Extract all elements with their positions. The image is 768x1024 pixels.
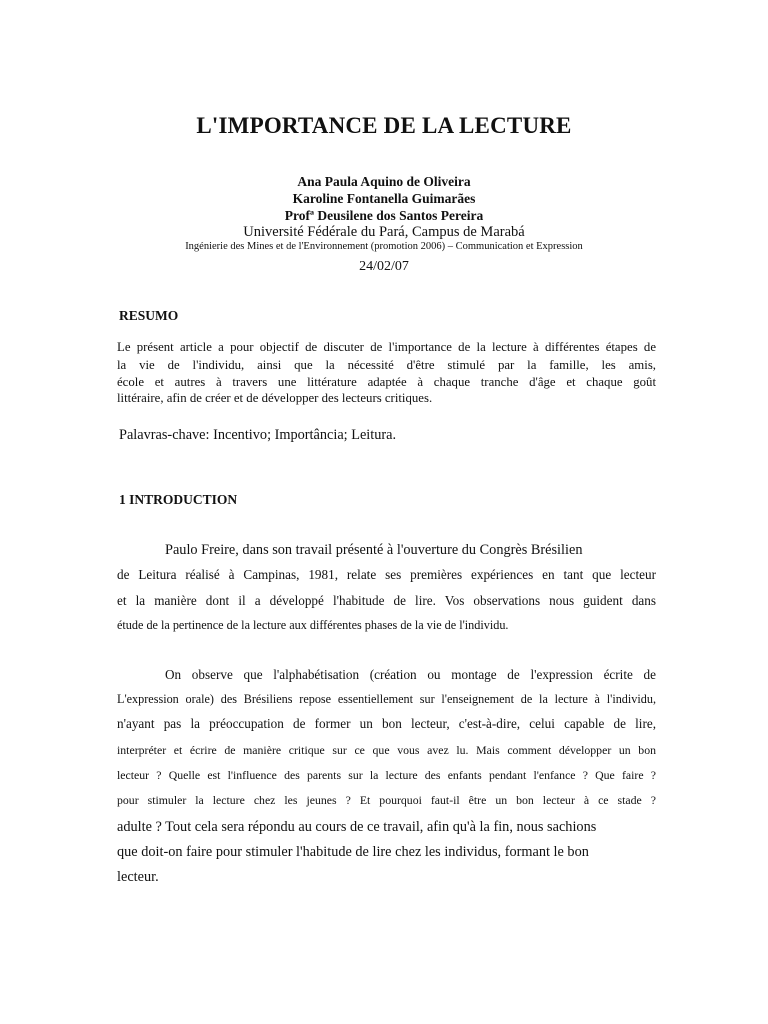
abstract-line-2: la vie de l'individu, ainsi que la nécessité d'être stimulé par la famille, les amis, [117,358,656,372]
document-date: 24/02/07 [359,259,409,274]
intro-para1-line-3: et la manière dont il a développé l'habitude de lire. Vos observations nous guident dans [117,593,656,608]
intro-para2-line-1: On observe que l'alphabétisation (création ou montage de l'expression écrite de [165,667,656,682]
department: Ingénierie des Mines et de l'Environnement (promotion 2006) – Communication et Expression [185,241,583,252]
document-title: L'IMPORTANCE DE LA LECTURE [196,113,572,138]
author-3: Profª Deusilene dos Santos Pereira [284,208,484,223]
intro-para2-line-8: que doit-on faire pour stimuler l'habitude de lire chez les individus, formant le bon [117,844,589,860]
intro-para2-line-5: lecteur ? Quelle est l'influence des parents sur la lecture des enfants pendant l'enfance ? Que faire ? [117,768,656,782]
intro-para2-line-4: interpréter et écrire de manière critique sur ce que vous avez lu. Mais comment développer un bon [117,743,656,757]
abstract-line-1: Le présent article a pour objectif de discuter de l'importance de la lecture à différentes étapes de [117,340,656,354]
author-2: Karoline Fontanella Guimarães [292,191,476,206]
affiliation: Université Fédérale du Pará, Campus de Marabá [243,224,525,240]
intro-para2-line-3: n'ayant pas la préoccupation de former un bon lecteur, c'est-à-dire, celui capable de lire, [117,716,656,731]
abstract-line-3: école et autres à travers une littérature adaptée à chaque tranche d'âge et chaque goût [117,375,656,389]
intro-para2-line-7: adulte ? Tout cela sera répondu au cours de ce travail, afin qu'à la fin, nous sachions [117,819,597,835]
intro-para1-line-2: de Leitura réalisé à Campinas, 1981, relate ses premières expériences en tant que lecteur [117,567,656,582]
intro-para2-line-6: pour stimuler la lecture chez les jeunes ? Et pourquoi faut-il être un bon lecteur à ce stade ? [117,793,656,807]
intro-para1-line-4: étude de la pertinence de la lecture aux différentes phases de la vie de l'individu. [117,618,509,632]
section-heading-introduction: 1 INTRODUCTION [119,492,238,507]
intro-para1-line-1: Paulo Freire, dans son travail présenté à l'ouverture du Congrès Brésilien [165,542,583,558]
keywords: Palavras-chave: Incentivo; Importância; Leitura. [119,427,397,443]
abstract-line-4: littéraire, afin de créer et de développer des lecteurs critiques. [117,391,433,405]
abstract-heading: RESUMO [119,308,179,323]
author-1: Ana Paula Aquino de Oliveira [297,174,471,189]
intro-para2-line-9: lecteur. [117,869,159,885]
intro-para2-line-2: L'expression orale) des Brésiliens repose essentiellement sur l'enseignement de la lecture à l'individu, [117,692,656,706]
